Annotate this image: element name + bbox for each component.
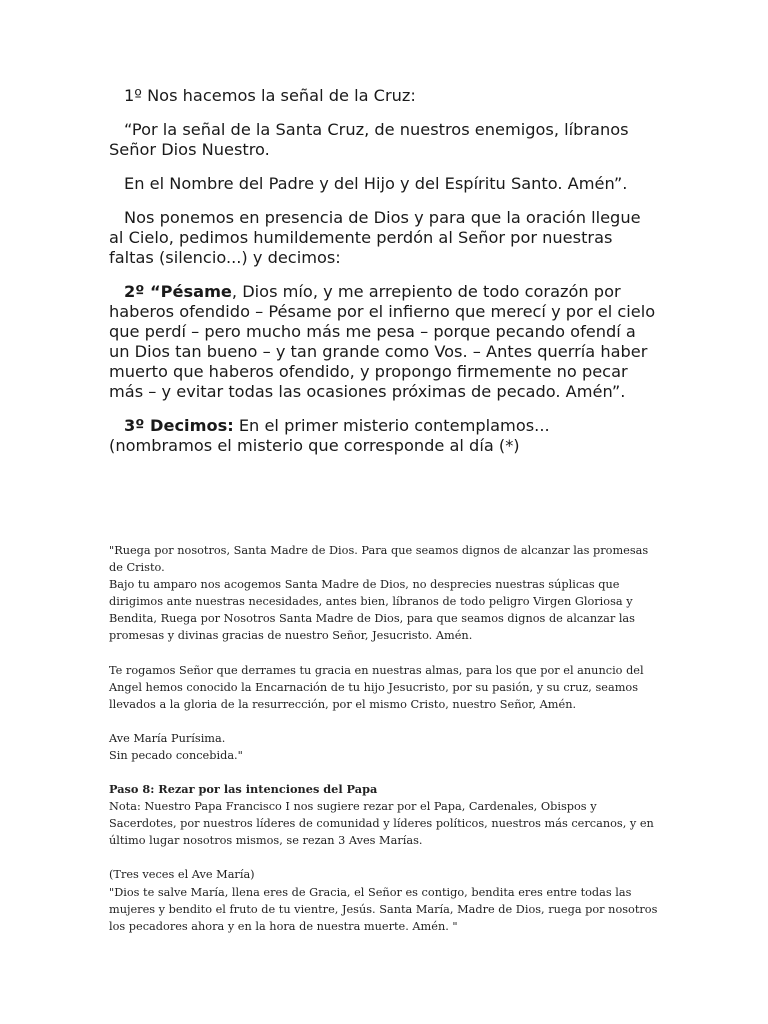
te-rogamos-paragraph: Te rogamos Señor que derrames tu gracia en nuestras almas, para los que por el anuncio del Angel hemos conocido la Encarnación de tu hijo Jesucristo, por su pasión, y su cruz, seamos llevados a la gloria de la resurrección, por el mismo Cristo, nuestro Señor, Amén. [109,663,644,711]
paragraph-gap [109,764,659,781]
paso8-note-paragraph: Nota: Nuestro Papa Francisco I nos sugiere rezar por el Papa, Cardenales, Obispos y Sacerdotes, por nuestros líderes de comunidad y líderes políticos, nuestros más cercanos, y en último lugar nosotros mismos, se rezan 3 Aves Marías. [109,800,654,848]
paso8-heading: Paso 8: Rezar por las intenciones del Papa [109,782,378,797]
paragraph-gap [109,713,659,730]
step1-intro-text: 1º Nos hacemos la señal de la Cruz: [124,86,416,105]
dios-te-salve-paragraph: "Dios te salve María, llena eres de Gracia, el Señor es contigo, bendita eres entre todas las mujeres y bendito el fruto de tu vientre, Jesús. Santa María, Madre de Dios, ruega por nosotros los pecadores ahora y en la hora de nuestra muerte. Amén. " [109,885,658,933]
step3-paragraph [109,416,657,456]
step1-name-text: En el Nombre del Padre y del Hijo y del Espíritu Santo. Amén”. [124,174,628,193]
ave-maria-purisima-line: Ave María Purísima. [109,731,226,745]
rosary-steps-section [109,86,657,470]
step3-text: En el primer misterio contemplamos... (nombramos el misterio que corresponde al día (*) [109,416,550,455]
step1-prayer-text: “Por la señal de la Santa Cruz, de nuestros enemigos, líbranos Señor Dios Nuestro. [109,120,629,159]
prayers-section [109,542,659,935]
step2-label: 2º “Pésame [124,282,232,301]
step2-text: , Dios mío, y me arrepiento de todo corazón por haberos ofendido – Pésame por el infierno que merecí y por el cielo que perdí – pero mucho más me pesa – porque pecando ofendí a un Dios tan bueno – y tan grande como Vos. – Antes querría haber muerto que haberos ofendido, y propongo firmemente no pecar más – y evitar todas las ocasiones próximas de pecado. Amén”. [109,282,656,401]
presence-text: Nos ponemos en presencia de Dios y para que la oración llegue al Cielo, pedimos humildemente perdón al Señor por nuestras faltas (silencio...) y decimos: [109,208,641,267]
paragraph-gap [109,849,659,866]
bajo-tu-amparo-paragraph: Bajo tu amparo nos acogemos Santa Madre de Dios, no desprecies nuestras súplicas que dirigimos ante nuestras necesidades, antes bien, líbranos de todo peligro Virgen Gloriosa y Bendita, Ruega por Nosotros Santa Madre de Dios, para que seamos dignos de alcanzar las promesas y divinas gracias de nuestro Señor, Jesucristo. Amén. [109,578,635,643]
paragraph-gap [109,645,659,662]
step3-label: 3º Decimos: [124,416,234,435]
step2-paragraph [109,282,657,402]
step1-intro-paragraph [109,86,657,106]
tres-veces-line: (Tres veces el Ave María) [109,868,255,882]
presence-paragraph [109,208,657,268]
sin-pecado-line: Sin pecado concebida." [109,748,243,762]
step1-name-paragraph [109,174,657,194]
step1-prayer-paragraph [109,120,657,160]
ruega-paragraph: "Ruega por nosotros, Santa Madre de Dios. Para que seamos dignos de alcanzar las promesas de Cristo. [109,544,649,575]
